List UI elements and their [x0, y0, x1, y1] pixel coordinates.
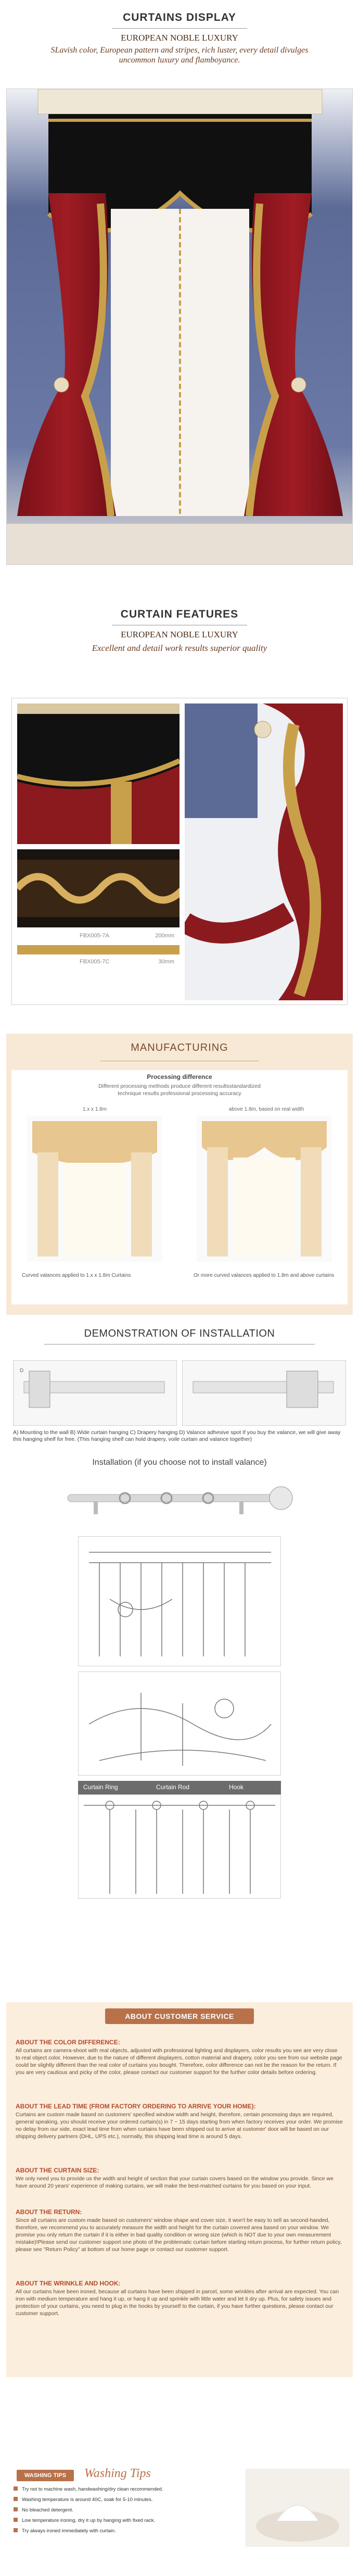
curtain-rod-image	[62, 1479, 297, 1521]
features-gallery	[11, 698, 348, 1005]
washing-tip-text: Washing temperature is around 40C, soak for 5-10 minutes.	[22, 2497, 153, 2503]
manufacturing-section	[6, 1034, 353, 1315]
washing-badge	[17, 2470, 74, 2481]
service-heading-color: ABOUT THE COLOR DIFFERENCE:	[16, 2039, 120, 2046]
display-subtitle: EUROPEAN NOBLE LUXURY	[121, 33, 238, 43]
ring-rod-hook-sketch	[79, 1795, 280, 1898]
features-header	[0, 608, 359, 654]
service-heading-return: ABOUT THE RETURN:	[16, 2208, 82, 2216]
features-tagline: Excellent and detail work results superior quality	[92, 643, 267, 653]
washing-illustration	[246, 2469, 350, 2547]
service-item-size	[16, 2167, 343, 2190]
swatch-image-1	[17, 849, 179, 927]
svg-text:D: D	[20, 1368, 24, 1374]
bullet-icon	[14, 2497, 18, 2501]
hook-sketch-3	[78, 1794, 281, 1899]
washing-badge-label: WASHING TIPS	[24, 2472, 67, 2479]
bullet-icon	[14, 2518, 18, 2522]
washing-tip-5	[14, 2526, 232, 2536]
processing-desc: Different processing methods produce different resultsstandardized technique results professional processing accuracy	[98, 1083, 261, 1097]
left-caption: Curved valances applied to 1.x x 1.8m Curtains	[22, 1273, 131, 1278]
washing-tip-text: Try always ironed immediately with curtain.	[22, 2528, 116, 2534]
hook-sketch-1	[78, 1536, 281, 1666]
curtain-hero-illustration	[7, 89, 353, 565]
manufacturing-card	[11, 1070, 348, 1304]
washing-tip-3	[14, 2505, 232, 2516]
hook-detail-sketch	[79, 1672, 280, 1775]
swatch-size-2: 30mm	[158, 959, 174, 965]
installation-title: DEMONSTRATION OF INSTALLATION	[84, 1328, 275, 1339]
washing-tip-text: Low temperature ironing, dry it up by hanging with fixed rack.	[22, 2518, 156, 2523]
service-item-return	[16, 2208, 343, 2253]
tab-curtain-rod[interactable]: Curtain Rod	[156, 1783, 190, 1791]
washing-tips-section	[6, 2466, 353, 2570]
right-size-label: above 1.8m, based on real width	[228, 1107, 304, 1112]
manufacturing-title: MANUFACTURING	[131, 1042, 228, 1053]
service-heading-leadtime: ABOUT THE LEAD TIME (FROM FACTORY ORDERING TO ARRIVE YOUR HOME):	[16, 2103, 256, 2110]
service-body-size: We only need you to provide us the width and height of section that your curtain covers based on the window you provide. Since we have around 20 years' experience of making curtains, we will make the best-matched curtains for you based on your input.	[16, 2176, 334, 2189]
display-rule	[112, 28, 247, 29]
service-banner	[105, 2008, 254, 2024]
service-heading-size: ABOUT THE CURTAIN SIZE:	[16, 2167, 99, 2174]
right-caption: Or more curved valances applied to 1.8m and above curtains	[194, 1273, 335, 1278]
swatch-label-row-2	[17, 957, 179, 968]
tieback-detail-image	[185, 703, 343, 1000]
service-item-color	[16, 2039, 343, 2076]
service-body-return: Since all curtains are custom made based on customers' window shape and cover size, it won't be easy to sell as second-handed, therefore, we recommend you to accurately measure the width and height for the curtain covered area based on your window. We promise you only return the curtain if it is either in bad quality condition or wrong size (which is NOT due to your own measurement mistake)!Please send our customer support one photo of the problematic curtain before starting return process, for further return policy, please see "Return Policy" at bottom of our home page or contact our customer support.	[16, 2217, 342, 2253]
swatch-code-1: FBX005-7A	[80, 933, 109, 939]
installation-caption: A) Mounting to the wall B) Wide curtain hanging C) Drapery hanging D) Valance adhesive spot If you buy the valance, we will give away this hanging shelf for free. (This hanging shelf can hold drapery, voile curtain and valance together)	[13, 1429, 341, 1442]
washing-tip-2	[14, 2495, 232, 2505]
valance-detail-illustration	[17, 703, 179, 844]
installation-header	[0, 1328, 359, 1344]
display-title: CURTAINS DISPLAY	[123, 11, 236, 23]
double-valance-diagram	[197, 1116, 332, 1262]
swatch-image-2	[17, 945, 179, 954]
bracket-illustration-left	[14, 1361, 176, 1425]
valance-detail-image	[17, 703, 179, 844]
pleat-hook-sketch	[79, 1537, 280, 1666]
swatch-label-row-1	[17, 931, 179, 942]
service-heading-wrinkle: ABOUT THE WRINKLE AND HOOK:	[16, 2280, 121, 2287]
curtain-hero-image	[6, 89, 353, 565]
customer-service-section	[6, 2002, 353, 2377]
service-body-color: All curtains are camera-shoot with real objects, adjusted with professional lighting and displayers, color results you see are very close to real object color. However, due to the nature of different displayers, cotton material and drapery, color you see from our website page could be slightly different than the real color of curtains you bought. Therefore, color difference can not be the reason for the return. If you are very cautious and picky of the color, please contact our customer support for the further color details before ordering.	[16, 2047, 342, 2076]
bullet-icon	[14, 2507, 18, 2511]
display-tagline: SLavish color, European pattern and stripes, rich luster, every detail divulges uncommon luxury and flamboyance.	[50, 46, 309, 65]
tieback-illustration	[185, 703, 343, 1000]
processing-heading: Processing difference	[147, 1073, 212, 1080]
washing-tip-4	[14, 2516, 232, 2526]
bracket-illustration-right	[183, 1361, 345, 1425]
bullet-icon	[14, 2528, 18, 2532]
service-title: ABOUT CUSTOMER SERVICE	[125, 2012, 234, 2020]
service-item-wrinkle	[16, 2280, 343, 2317]
washing-tips-list	[14, 2484, 232, 2536]
gold-pattern-illustration	[17, 849, 179, 927]
tab-hook[interactable]: Hook	[229, 1783, 244, 1791]
service-item-leadtime	[16, 2103, 343, 2140]
washing-tip-text: No bleached detergent.	[22, 2507, 73, 2513]
washing-tip-1	[14, 2484, 232, 2495]
service-body-leadtime: Curtains are custom made based on customers' specified window width and height, therefore, certain processing days are required, general speaking, you should receive your ordered curtain(s) in 7 ~ 15 days starting from when factory receives your order. We promise no delay from our side, exact lead time from when curtains have been shipped out to arrive at customer' door will be based on our shipping delivery partners (DHL, UPS etc.), normally, this shipping lead time is around 5 days.	[16, 2112, 343, 2140]
tab-curtain-ring[interactable]: Curtain Ring	[83, 1783, 118, 1791]
install-tab-bar	[78, 1781, 281, 1794]
swatch-code-2: FBX005-7C	[80, 959, 110, 965]
service-body-wrinkle: All our curtains have been ironed, because all curtains have been shipped in parcel, some wrinkles after arrival are expected. You can iron with medium temperature and hang it up, or hang it up and sprinkle with little water and let it dry up. Plus, for safety issues and protection of your curtains, you need to plug in the hooks by yourself to the curtain, if you have further questions, please contact our customer support.	[16, 2289, 339, 2317]
features-title: CURTAIN FEATURES	[120, 608, 239, 620]
washing-tip-text: Try not to machine wash, handwashing/dry clean recommended.	[22, 2486, 163, 2492]
bullet-icon	[14, 2486, 18, 2491]
installation-optional-note: Installation (if you choose not to install valance)	[92, 1458, 267, 1467]
bracket-image-left	[13, 1360, 177, 1426]
bracket-image-right	[182, 1360, 346, 1426]
display-header	[0, 11, 359, 65]
left-size-label: 1.x x 1.8m	[82, 1107, 107, 1112]
single-valance-diagram	[27, 1116, 162, 1262]
washing-script: Washing Tips	[84, 2467, 151, 2480]
hook-sketch-2	[78, 1672, 281, 1776]
swatch-size-1: 200mm	[155, 933, 174, 939]
features-subtitle: EUROPEAN NOBLE LUXURY	[121, 630, 238, 639]
